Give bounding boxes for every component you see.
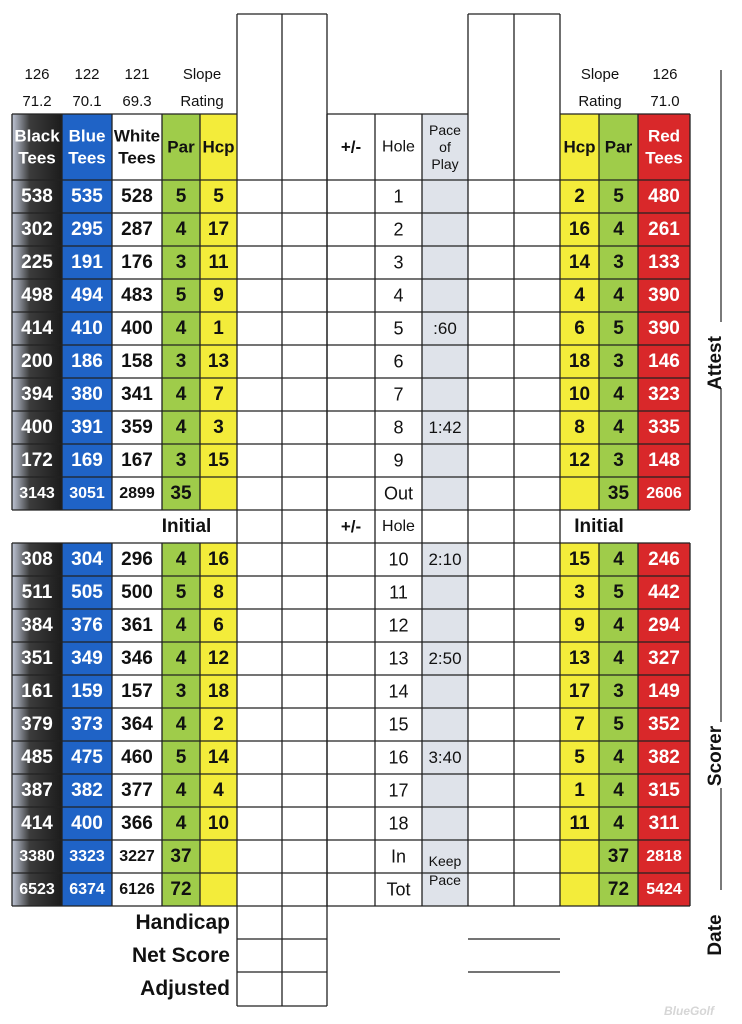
hcp-value: 14 — [207, 747, 230, 768]
hcp-header: Hcp — [202, 137, 235, 157]
red-par-value: 35 — [607, 483, 630, 504]
hole-number: 13 — [388, 648, 409, 669]
hole-number: 14 — [388, 681, 409, 702]
slope-label-right: Slope — [580, 66, 620, 83]
blue-yardage: 505 — [71, 582, 103, 603]
red-yardage: 327 — [648, 648, 680, 669]
hcp-value: 7 — [213, 384, 224, 405]
white-yardage: 361 — [121, 615, 153, 636]
hcp-value: 10 — [207, 813, 230, 834]
red-yardage: 352 — [648, 714, 680, 735]
black-yardage: 172 — [21, 450, 53, 471]
blue-yardage: 295 — [71, 219, 103, 240]
hcp-value: 12 — [207, 648, 230, 669]
hcp-value: 13 — [207, 351, 230, 372]
white-yardage: 359 — [121, 417, 153, 438]
red-par-value: 4 — [613, 384, 624, 405]
blue-yardage: 159 — [71, 681, 103, 702]
red-hcp-value: 13 — [568, 648, 591, 669]
red-yardage: 133 — [648, 252, 680, 273]
white-yardage: 364 — [121, 714, 153, 735]
red-yardage: 261 — [648, 219, 680, 240]
black-yardage: 538 — [21, 186, 53, 207]
hole-number: 17 — [388, 780, 409, 801]
red-par-value: 4 — [613, 417, 624, 438]
blue-yardage: 169 — [71, 450, 103, 471]
black-yardage: 6523 — [19, 881, 55, 898]
hole-number: 4 — [393, 285, 404, 306]
red-yardage: 146 — [648, 351, 680, 372]
red-yardage: 5424 — [646, 881, 682, 898]
rating-label-left: Rating — [180, 93, 224, 110]
red-yardage: 390 — [648, 318, 680, 339]
white-yardage: 366 — [121, 813, 153, 834]
red-par-value: 37 — [607, 846, 630, 867]
blue-yardage: 3051 — [69, 485, 105, 502]
white-yardage: 158 — [121, 351, 153, 372]
hcp-value: 9 — [213, 285, 224, 306]
par-value: 35 — [170, 483, 192, 504]
handicap-label: Handicap — [135, 911, 230, 934]
pace-header: Pace — [429, 122, 461, 138]
blue-yardage: 373 — [71, 714, 103, 735]
white-yardage: 167 — [121, 450, 153, 471]
hcp-value: 5 — [213, 186, 224, 207]
hole-number: 18 — [388, 813, 409, 834]
red-par-value: 72 — [607, 879, 630, 900]
white-yardage: 2899 — [119, 485, 155, 502]
par-value: 4 — [175, 384, 187, 405]
hcp-value: 1 — [213, 318, 224, 339]
white-yardage: 341 — [121, 384, 153, 405]
hole-number: Tot — [386, 879, 411, 900]
scorer-label: Scorer — [705, 725, 726, 787]
blue-yardage: 3323 — [69, 848, 105, 865]
black-tees-header: Tees — [18, 148, 56, 168]
hole-number: 16 — [388, 747, 409, 768]
par-value: 3 — [175, 681, 187, 702]
red-par-header: Par — [604, 137, 633, 157]
white-tees-header: Tees — [118, 148, 156, 168]
keep-pace-label: Keep — [428, 853, 462, 869]
red-par-value: 5 — [613, 318, 624, 339]
red-yardage: 294 — [648, 615, 680, 636]
par-value: 4 — [175, 549, 187, 570]
par-value: 4 — [175, 714, 187, 735]
par-value: 4 — [175, 780, 187, 801]
red-yardage: 311 — [648, 813, 680, 834]
red-yardage: 148 — [648, 450, 680, 471]
initial-label-right: Initial — [574, 516, 624, 537]
black-yardage: 387 — [21, 780, 53, 801]
red-hcp-header: Hcp — [563, 137, 596, 157]
red-par-value: 5 — [613, 582, 624, 603]
blue-yardage: 400 — [71, 813, 103, 834]
red-yardage: 335 — [648, 417, 680, 438]
red-par-value: 4 — [613, 615, 624, 636]
blue-tees-header: Tees — [68, 148, 106, 168]
red-par-value: 4 — [613, 780, 624, 801]
red-hcp-value: 7 — [574, 714, 585, 735]
hcp-value: 16 — [207, 549, 230, 570]
red-yardage: 149 — [648, 681, 680, 702]
blue-yardage: 391 — [71, 417, 103, 438]
hole-number: 9 — [393, 450, 404, 471]
white-yardage: 377 — [121, 780, 153, 801]
blue-yardage: 382 — [71, 780, 103, 801]
black-yardage: 485 — [21, 747, 53, 768]
red-par-value: 4 — [613, 747, 624, 768]
red-tees-header: Red — [647, 126, 681, 146]
red-par-value: 3 — [613, 450, 624, 471]
blue-rating: 70.1 — [72, 93, 102, 110]
red-yardage: 390 — [648, 285, 680, 306]
blue-tees-header: Blue — [68, 126, 106, 146]
pace-time: 2:10 — [428, 550, 462, 569]
red-hcp-value: 9 — [574, 615, 585, 636]
hole-number: 12 — [388, 615, 409, 636]
white-yardage: 500 — [121, 582, 153, 603]
hole-label: Hole — [382, 518, 415, 535]
black-yardage: 3380 — [19, 848, 55, 865]
red-par-value: 4 — [613, 219, 624, 240]
hole-number: 3 — [393, 252, 404, 273]
blue-yardage: 6374 — [69, 881, 105, 898]
date-label: Date — [705, 914, 726, 956]
red-hcp-value: 4 — [574, 285, 585, 306]
par-value: 4 — [175, 219, 187, 240]
black-yardage: 225 — [21, 252, 53, 273]
black-slope: 126 — [24, 66, 50, 83]
black-yardage: 414 — [21, 813, 53, 834]
white-yardage: 400 — [121, 318, 153, 339]
pace-header: of — [439, 139, 451, 155]
black-yardage: 379 — [21, 714, 53, 735]
red-par-value: 4 — [613, 285, 624, 306]
pace-time: 2:50 — [428, 649, 462, 668]
slope-label-left: Slope — [182, 66, 222, 83]
red-hcp-value: 11 — [569, 813, 590, 834]
black-yardage: 511 — [21, 582, 53, 603]
blue-yardage: 186 — [71, 351, 103, 372]
red-hcp-value: 12 — [568, 450, 591, 471]
red-hcp-value: 18 — [568, 351, 591, 372]
hole-number: 10 — [388, 549, 409, 570]
red-slope: 126 — [652, 66, 678, 83]
hcp-value: 17 — [207, 219, 230, 240]
black-yardage: 308 — [21, 549, 53, 570]
par-value: 72 — [170, 879, 192, 900]
red-yardage: 315 — [648, 780, 680, 801]
red-yardage: 382 — [648, 747, 680, 768]
attest-label: Attest — [705, 336, 726, 390]
par-value: 3 — [175, 252, 187, 273]
white-yardage: 176 — [121, 252, 153, 273]
red-par-value: 4 — [613, 648, 624, 669]
black-tees-header: Black — [14, 126, 60, 146]
hcp-value: 15 — [207, 450, 230, 471]
rating-label-right: Rating — [578, 93, 622, 110]
white-slope: 121 — [124, 66, 150, 83]
pace-time: 1:42 — [428, 418, 462, 437]
hole-number: 1 — [393, 186, 404, 207]
hcp-value: 6 — [213, 615, 224, 636]
red-yardage: 442 — [648, 582, 680, 603]
white-yardage: 287 — [121, 219, 153, 240]
blue-yardage: 494 — [71, 285, 103, 306]
blue-yardage: 304 — [71, 549, 103, 570]
hole-number: 5 — [393, 318, 404, 339]
red-par-value: 3 — [613, 351, 624, 372]
hcp-value: 11 — [208, 252, 229, 273]
hcp-value: 2 — [213, 714, 224, 735]
blue-yardage: 535 — [71, 186, 103, 207]
par-value: 4 — [175, 615, 187, 636]
red-tees-header: Tees — [645, 148, 683, 168]
black-yardage: 351 — [21, 648, 53, 669]
par-value: 5 — [175, 582, 187, 603]
hole-number: 8 — [393, 417, 404, 438]
white-yardage: 460 — [121, 747, 153, 768]
white-yardage: 6126 — [119, 881, 155, 898]
red-hcp-value: 2 — [574, 186, 585, 207]
par-value: 3 — [175, 450, 187, 471]
hcp-value: 3 — [213, 417, 224, 438]
hcp-value: 18 — [207, 681, 230, 702]
par-value: 4 — [175, 318, 187, 339]
blue-yardage: 376 — [71, 615, 103, 636]
white-yardage: 3227 — [119, 848, 155, 865]
initial-label: Initial — [161, 516, 212, 537]
black-yardage: 3143 — [19, 485, 55, 502]
black-yardage: 200 — [21, 351, 53, 372]
pace-time: :60 — [433, 319, 457, 338]
hole-number: 2 — [393, 219, 404, 240]
red-hcp-value: 6 — [574, 318, 585, 339]
red-hcp-value: 17 — [568, 681, 591, 702]
par-value: 5 — [175, 186, 187, 207]
net-score-label: Net Score — [131, 944, 230, 967]
par-value: 5 — [175, 747, 187, 768]
pace-header: Play — [431, 156, 459, 172]
par-value: 3 — [175, 351, 187, 372]
watermark: BlueGolf — [664, 1004, 714, 1018]
white-tees-header: White — [113, 126, 161, 146]
black-yardage: 394 — [21, 384, 53, 405]
blue-yardage: 475 — [71, 747, 103, 768]
white-yardage: 346 — [121, 648, 153, 669]
white-yardage: 528 — [121, 186, 153, 207]
blue-yardage: 380 — [71, 384, 103, 405]
blue-yardage: 191 — [71, 252, 103, 273]
plusminus-label: +/- — [340, 517, 362, 536]
red-hcp-value: 15 — [568, 549, 591, 570]
red-yardage: 323 — [648, 384, 680, 405]
keep-pace-label: Pace — [429, 872, 461, 888]
blue-yardage: 349 — [71, 648, 103, 669]
par-value: 4 — [175, 813, 187, 834]
par-value: 5 — [175, 285, 187, 306]
red-hcp-value: 14 — [568, 252, 591, 273]
hole-number: Out — [383, 483, 414, 504]
red-hcp-value: 1 — [574, 780, 585, 801]
par-value: 37 — [170, 846, 192, 867]
hole-header: Hole — [382, 138, 415, 156]
black-yardage: 498 — [21, 285, 53, 306]
red-par-value: 3 — [613, 681, 624, 702]
pace-time: 3:40 — [428, 748, 462, 767]
par-value: 4 — [175, 417, 187, 438]
hole-number: 6 — [393, 351, 404, 372]
hcp-value: 4 — [213, 780, 224, 801]
red-hcp-value: 3 — [574, 582, 585, 603]
black-rating: 71.2 — [22, 93, 52, 110]
red-hcp-value: 16 — [568, 219, 591, 240]
red-par-value: 5 — [613, 186, 624, 207]
red-par-value: 3 — [613, 252, 624, 273]
adjusted-label: Adjusted — [140, 977, 230, 1000]
white-yardage: 483 — [121, 285, 153, 306]
hole-number: 15 — [388, 714, 409, 735]
black-yardage: 414 — [21, 318, 53, 339]
hole-number: 11 — [389, 582, 408, 603]
red-rating: 71.0 — [650, 93, 680, 110]
red-yardage: 2818 — [646, 848, 682, 865]
plusminus-header: +/- — [340, 137, 362, 157]
black-yardage: 384 — [21, 615, 53, 636]
blue-yardage: 410 — [71, 318, 103, 339]
hole-number: In — [390, 846, 407, 867]
black-yardage: 302 — [21, 219, 53, 240]
white-rating: 69.3 — [122, 93, 152, 110]
par-value: 4 — [175, 648, 187, 669]
red-par-value: 5 — [613, 714, 624, 735]
red-hcp-value: 10 — [568, 384, 591, 405]
black-yardage: 161 — [21, 681, 53, 702]
red-yardage: 2606 — [646, 485, 682, 502]
red-par-value: 4 — [613, 813, 624, 834]
hole-number: 7 — [393, 384, 404, 405]
black-yardage: 400 — [21, 417, 53, 438]
white-yardage: 157 — [121, 681, 153, 702]
red-hcp-value: 8 — [574, 417, 585, 438]
hcp-value: 8 — [213, 582, 224, 603]
blue-slope: 122 — [74, 66, 100, 83]
white-yardage: 296 — [121, 549, 153, 570]
par-header: Par — [167, 137, 195, 157]
red-yardage: 246 — [648, 549, 680, 570]
red-yardage: 480 — [648, 186, 680, 207]
red-par-value: 4 — [613, 549, 624, 570]
red-hcp-value: 5 — [574, 747, 585, 768]
pace-column — [422, 543, 468, 906]
